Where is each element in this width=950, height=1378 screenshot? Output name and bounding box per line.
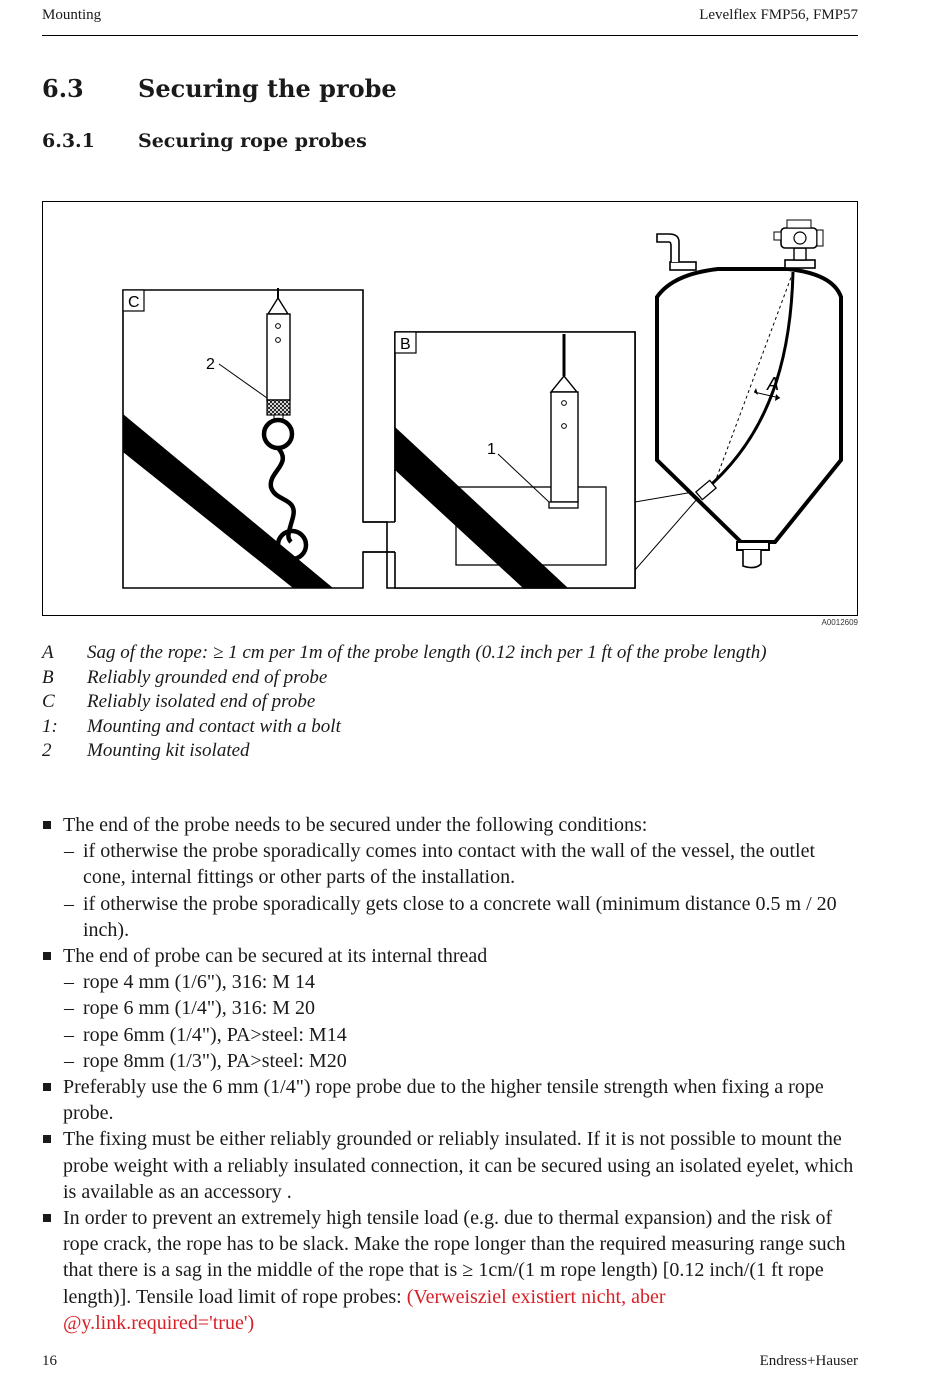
bolt xyxy=(549,502,578,508)
probe-securing-figure xyxy=(42,201,858,616)
subsection-number: 6.3.1 xyxy=(42,130,95,152)
sub-item xyxy=(42,969,858,995)
dash-icon: – xyxy=(64,997,74,1020)
probe-weight-c xyxy=(267,314,290,400)
bullet-item xyxy=(42,1074,858,1126)
sub-item xyxy=(42,838,858,890)
silo-vessel xyxy=(657,220,859,568)
bullet-square-icon xyxy=(43,1135,51,1143)
detail-b xyxy=(363,332,635,588)
legend-text: Sag of the rope: ≥ 1 cm per 1m of the probe length (0.12 inch per 1 ft of the probe length) xyxy=(87,642,767,663)
inlet-nozzle xyxy=(670,262,696,270)
bullet-text: The end of probe can be secured at its internal thread xyxy=(63,945,488,968)
section-number: 6.3 xyxy=(42,74,84,103)
probe-weight-b xyxy=(551,392,578,502)
legend-key: 1: xyxy=(42,715,58,737)
sub-text: rope 6 mm (1/4"), 316: M 20 xyxy=(83,997,316,1020)
footer-brand: Endress+Hauser xyxy=(759,1353,858,1369)
dash-icon: – xyxy=(64,840,74,863)
sub-text: if otherwise the probe sporadically gets close to a concrete wall (minimum distance 0.5 m / 20 inch). xyxy=(83,892,837,941)
bullet-square-icon xyxy=(43,1083,51,1091)
bullet-text: In order to prevent an extremely high tensile load (e.g. due to thermal expansion) and the risk of rope crack, the rope has to be slack. Make the rope longer than the required measuring range such that there is a sag in the middle of the rope that is ≥ 1cm/(1 m rope length) [0.12 inch/(1 ft rope length)]. Tensile load limit of rope probes: xyxy=(63,1207,846,1308)
label-2: 2 xyxy=(206,356,215,373)
detail-c xyxy=(123,288,387,588)
header-product: Levelflex FMP56, FMP57 xyxy=(699,7,858,23)
legend-text: Reliably isolated end of probe xyxy=(87,691,316,712)
sub-item xyxy=(42,1022,858,1048)
dash-icon: – xyxy=(64,971,74,994)
figure-id: A0012609 xyxy=(821,618,858,627)
bullet-square-icon xyxy=(43,952,51,960)
bullet-text: The end of the probe needs to be secured under the following conditions: xyxy=(63,814,648,836)
label-1: 1 xyxy=(487,441,496,458)
label-b: B xyxy=(400,336,411,353)
label-c: C xyxy=(128,294,140,311)
bullet-item xyxy=(42,1205,858,1336)
bullet-square-icon xyxy=(43,821,51,829)
sub-text: rope 4 mm (1/6"), 316: M 14 xyxy=(83,971,316,994)
dash-icon: – xyxy=(64,892,74,915)
bullet-square-icon xyxy=(43,1214,51,1222)
technical-drawing xyxy=(43,202,859,617)
subsection-title: Securing rope probes xyxy=(138,130,367,152)
sub-item xyxy=(42,995,858,1021)
bullet-item xyxy=(42,812,858,838)
vessel-shell xyxy=(657,269,841,542)
isolating-kit xyxy=(267,400,290,415)
legend-key: 2 xyxy=(42,740,52,761)
legend-key: C xyxy=(42,691,55,712)
sub-item xyxy=(42,1048,858,1074)
page-number: 16 xyxy=(42,1353,57,1369)
bullet-text: Preferably use the 6 mm (1/4") rope probe due to the higher tensile strength when fixing a rope probe. xyxy=(63,1076,824,1125)
transmitter-housing xyxy=(781,228,817,248)
legend-text: Mounting and contact with a bolt xyxy=(87,715,341,737)
bullet-item xyxy=(42,943,858,969)
sub-text: rope 8mm (1/3"), PA>steel: M20 xyxy=(83,1049,347,1072)
legend-key: A xyxy=(42,642,54,663)
dash-icon: – xyxy=(64,1023,74,1046)
broken-reference-link[interactable]: (Verweisziel existiert nicht, aber @y.link.required='true') xyxy=(63,1285,666,1334)
sub-text: if otherwise the probe sporadically comes into contact with the wall of the vessel, the outlet cone, internal fittings or other parts of the installation. xyxy=(83,840,816,889)
legend-key: B xyxy=(42,666,54,688)
header-section: Mounting xyxy=(42,7,102,23)
header-rule xyxy=(42,35,858,36)
label-a: A xyxy=(767,374,780,394)
sub-text: rope 6mm (1/4"), PA>steel: M14 xyxy=(83,1023,347,1046)
dash-icon: – xyxy=(64,1049,74,1072)
instructions-list xyxy=(42,812,858,1336)
section-title: Securing the probe xyxy=(138,74,397,103)
legend-text: Reliably grounded end of probe xyxy=(87,666,328,688)
legend-text: Mounting kit isolated xyxy=(87,740,250,761)
bullet-text: The fixing must be either reliably grounded or reliably insulated. If it is not possible to mount the probe weight with a reliably insulated connection, it can be secured using an isolated eyelet, which is available as an accessory . xyxy=(63,1128,854,1203)
bullet-item xyxy=(42,1126,858,1205)
sub-item xyxy=(42,891,858,943)
